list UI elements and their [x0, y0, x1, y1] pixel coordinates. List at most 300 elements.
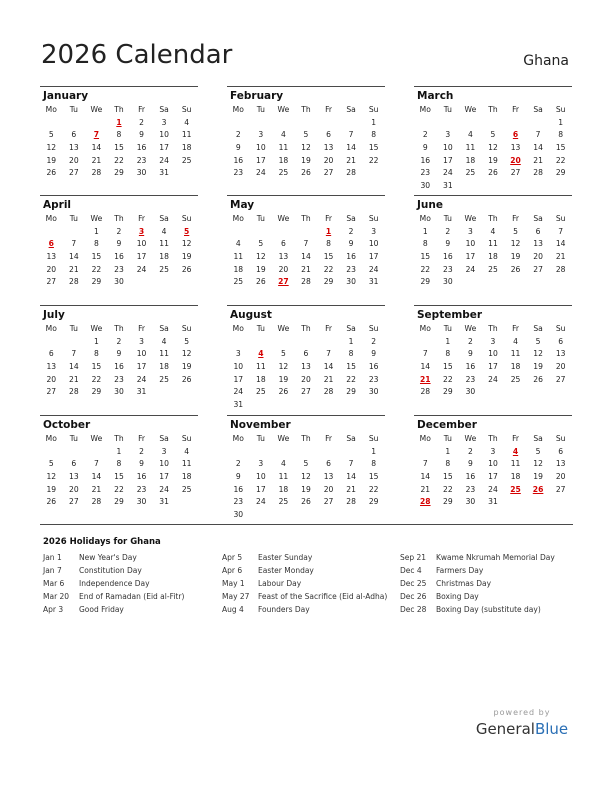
day-cell: 14 [533, 143, 543, 153]
weekday-header: Sa [533, 105, 543, 114]
day-cell: 22 [443, 374, 453, 384]
day-cell: 8 [93, 349, 99, 359]
day-cell: 11 [181, 130, 192, 140]
day-cell: 24 [256, 497, 266, 507]
weekday-header: Th [301, 434, 311, 443]
day-cell: 5 [48, 459, 54, 469]
weekday-header: Tu [69, 105, 78, 114]
day-cell: 3 [467, 226, 473, 236]
day-cell: 15 [555, 143, 566, 153]
day-cell: 12 [256, 252, 266, 262]
day-cell: 20 [69, 484, 79, 494]
empty-day-cell [295, 226, 318, 239]
day-cell: 24 [233, 387, 244, 397]
holiday-name: Constitution Day [79, 565, 142, 575]
day-cell: 11 [256, 362, 266, 372]
day-cell: 23 [465, 484, 476, 494]
day-cell: 5 [535, 446, 541, 456]
day-cell: 7 [535, 130, 541, 140]
day-cell: 20 [323, 155, 334, 165]
day-cell: 9 [116, 239, 122, 249]
day-cell: 18 [233, 264, 244, 274]
day-cell: 28 [420, 387, 431, 397]
empty-day-cell [85, 446, 108, 459]
weekday-header: Fr [138, 324, 145, 333]
holiday-date: Dec 28 [400, 604, 427, 614]
day-cell: 19 [46, 484, 57, 494]
day-cell: 23 [346, 264, 356, 274]
day-cell: 5 [513, 226, 518, 236]
weekday-header: We [277, 105, 290, 114]
day-cell: 8 [116, 459, 122, 469]
day-cell: 29 [443, 497, 453, 507]
month-december [414, 415, 572, 509]
weekday-header: Su [555, 105, 566, 114]
day-cell: 22 [114, 155, 124, 165]
day-cell: 20 [46, 374, 57, 384]
day-cell: 25 [256, 387, 266, 397]
day-cell: 17 [256, 155, 266, 165]
footer-brand [474, 707, 570, 739]
weekday-header: Fr [512, 434, 519, 443]
day-cell: 17 [465, 252, 476, 262]
day-cell: 16 [368, 362, 379, 372]
day-cell: 28 [69, 387, 79, 397]
weekday-header: Mo [232, 214, 244, 223]
day-cell: 1 [93, 336, 99, 346]
empty-day-cell [63, 117, 86, 130]
day-cell: 11 [159, 349, 169, 359]
empty-day-cell [272, 336, 295, 349]
weekday-header: Mo [45, 324, 57, 333]
weekday-header: Fr [138, 214, 145, 223]
day-cell: 2 [116, 226, 122, 236]
day-cell: 5 [303, 130, 309, 140]
weekday-header: Sa [346, 434, 356, 443]
day-cell: 19 [533, 362, 543, 372]
weekday-header: Tu [69, 214, 78, 223]
day-cell: 16 [346, 252, 356, 262]
day-cell: 11 [233, 252, 244, 262]
day-cell: 3 [235, 349, 241, 359]
holiday-row [400, 565, 555, 578]
weekday-header: Tu [256, 214, 265, 223]
weekday-header: Fr [138, 105, 145, 114]
day-cell: 12 [488, 143, 498, 153]
holiday-row [400, 591, 555, 604]
day-cell: 22 [368, 484, 379, 494]
holiday-day-cell: 7 [93, 130, 100, 140]
day-cell: 29 [443, 387, 453, 397]
day-cell: 7 [348, 459, 354, 469]
month-name: May [230, 199, 255, 211]
day-cell: 11 [488, 239, 498, 249]
month-august [227, 305, 385, 412]
day-cell: 21 [301, 264, 311, 274]
day-cell: 1 [445, 446, 451, 456]
weekday-header: Tu [69, 434, 78, 443]
day-cell: 28 [346, 168, 356, 178]
day-cell: 24 [136, 264, 147, 274]
day-cell: 24 [488, 374, 498, 384]
holiday-row [222, 552, 387, 565]
day-cell: 19 [46, 155, 57, 165]
day-cell: 24 [488, 484, 498, 494]
day-cell: 8 [445, 349, 451, 359]
day-cell: 10 [159, 459, 169, 469]
weekday-header: Fr [325, 434, 332, 443]
month-name: December [417, 419, 477, 431]
day-cell: 26 [256, 277, 266, 287]
day-cell: 28 [533, 168, 543, 178]
month-name: March [417, 90, 454, 102]
day-cell: 19 [533, 472, 543, 482]
empty-day-cell [250, 336, 273, 349]
day-cell: 18 [465, 155, 476, 165]
day-cell: 29 [91, 277, 102, 287]
weekday-header: We [277, 324, 290, 333]
day-cell: 26 [533, 374, 543, 384]
day-cell: 6 [280, 239, 286, 249]
day-cell: 21 [91, 484, 102, 494]
day-cell: 22 [91, 374, 102, 384]
weekday-header: Su [555, 214, 566, 223]
day-cell: 14 [91, 143, 102, 153]
weekday-header: We [464, 214, 477, 223]
day-cell: 7 [93, 459, 99, 469]
weekday-header: Fr [512, 324, 519, 333]
weekday-header: Th [301, 214, 311, 223]
day-cell: 1 [371, 117, 377, 127]
day-cell: 26 [181, 264, 192, 274]
day-cell: 14 [346, 143, 356, 153]
day-cell: 6 [71, 130, 77, 140]
holiday-name: Labour Day [258, 578, 302, 588]
day-cell: 26 [181, 374, 192, 384]
day-cell: 17 [488, 362, 498, 372]
day-cell: 21 [69, 374, 79, 384]
day-cell: 10 [136, 239, 147, 249]
day-cell: 23 [465, 374, 476, 384]
day-cell: 22 [555, 155, 566, 165]
holiday-day-cell: 20 [510, 155, 521, 165]
day-cell: 3 [258, 459, 264, 469]
day-cell: 8 [116, 130, 122, 140]
day-cell: 7 [326, 349, 331, 359]
weekday-header: Sa [159, 214, 169, 223]
day-cell: 10 [136, 349, 147, 359]
weekday-header: We [90, 214, 103, 223]
day-cell: 22 [91, 264, 102, 274]
month-june [414, 195, 572, 289]
month-days-grid [414, 323, 572, 399]
holidays-column [43, 552, 184, 616]
day-cell: 31 [443, 181, 453, 191]
day-cell: 17 [488, 472, 498, 482]
month-november [227, 415, 385, 522]
day-cell: 28 [323, 387, 334, 397]
day-cell: 13 [510, 143, 521, 153]
holiday-name: New Year's Day [79, 553, 137, 562]
holiday-day-cell: 3 [138, 226, 145, 236]
day-cell: 18 [256, 374, 266, 384]
day-cell: 15 [368, 472, 379, 482]
holiday-row [222, 604, 387, 617]
month-name: February [230, 90, 284, 102]
day-cell: 18 [159, 362, 169, 372]
holiday-day-cell: 6 [48, 239, 54, 249]
weekday-header: Tu [69, 324, 78, 333]
day-cell: 24 [159, 484, 169, 494]
month-days-grid [414, 433, 572, 509]
weekday-header: Th [114, 324, 124, 333]
day-cell: 21 [555, 252, 566, 262]
day-cell: 25 [181, 155, 192, 165]
day-cell: 21 [323, 374, 334, 384]
day-cell: 16 [233, 484, 244, 494]
day-cell: 27 [301, 387, 311, 397]
month-days-grid [227, 323, 385, 412]
month-may [227, 195, 385, 289]
day-cell: 8 [348, 349, 354, 359]
day-cell: 15 [420, 252, 431, 262]
month-name: January [43, 90, 89, 102]
day-cell: 11 [278, 143, 289, 153]
day-cell: 14 [69, 252, 79, 262]
day-cell: 9 [235, 472, 241, 482]
empty-day-cell [482, 117, 505, 130]
day-cell: 30 [443, 277, 453, 287]
holiday-name: Good Friday [79, 604, 124, 614]
day-cell: 1 [93, 226, 99, 236]
holiday-row [222, 565, 387, 578]
day-cell: 3 [258, 130, 264, 140]
empty-day-cell [317, 336, 340, 349]
month-october [40, 415, 198, 509]
weekday-header: Su [368, 434, 379, 443]
weekday-header: We [464, 434, 477, 443]
day-cell: 3 [161, 446, 167, 456]
day-cell: 12 [533, 349, 543, 359]
month-name: April [43, 199, 72, 211]
holiday-row [400, 578, 555, 591]
weekday-header: Mo [45, 434, 57, 443]
day-cell: 21 [69, 264, 79, 274]
day-cell: 27 [69, 497, 79, 507]
day-cell: 3 [490, 336, 496, 346]
day-cell: 24 [136, 374, 147, 384]
day-cell: 20 [301, 374, 311, 384]
weekday-header: Mo [232, 105, 244, 114]
country-label: Ghana [523, 53, 569, 69]
day-cell: 11 [278, 472, 289, 482]
day-cell: 10 [256, 143, 266, 153]
day-cell: 23 [114, 374, 124, 384]
day-cell: 3 [445, 130, 451, 140]
holiday-name: Christmas Day [436, 578, 492, 588]
day-cell: 12 [301, 472, 311, 482]
empty-day-cell [227, 117, 250, 130]
weekday-header: Th [488, 105, 498, 114]
holiday-day-cell: 5 [184, 226, 190, 236]
day-cell: 18 [510, 362, 521, 372]
weekday-header: Su [181, 434, 192, 443]
day-cell: 2 [467, 336, 473, 346]
weekday-header: Tu [443, 214, 452, 223]
weekday-header: Sa [346, 105, 356, 114]
day-cell: 4 [280, 459, 286, 469]
empty-day-cell [227, 336, 250, 349]
day-cell: 23 [233, 497, 244, 507]
month-days-grid [227, 213, 385, 289]
day-cell: 5 [184, 336, 190, 346]
weekday-header: Su [368, 324, 379, 333]
day-cell: 17 [159, 143, 169, 153]
day-cell: 16 [136, 143, 147, 153]
empty-day-cell [40, 446, 63, 459]
day-cell: 2 [371, 336, 377, 346]
month-days-grid [40, 433, 198, 509]
day-cell: 26 [510, 264, 521, 274]
holiday-name: Independence Day [79, 578, 150, 588]
day-cell: 15 [443, 362, 453, 372]
day-cell: 10 [368, 239, 379, 249]
day-cell: 13 [46, 252, 57, 262]
day-cell: 12 [181, 349, 192, 359]
empty-day-cell [272, 226, 295, 239]
day-cell: 11 [510, 349, 521, 359]
day-cell: 22 [368, 155, 379, 165]
day-cell: 28 [91, 168, 102, 178]
day-cell: 7 [303, 239, 309, 249]
day-cell: 6 [326, 459, 331, 469]
day-cell: 15 [346, 362, 356, 372]
day-cell: 16 [465, 362, 476, 372]
weekday-header: Mo [419, 324, 431, 333]
holiday-date: Apr 3 [43, 604, 64, 614]
day-cell: 17 [233, 374, 244, 384]
month-name: June [417, 199, 443, 211]
empty-day-cell [272, 446, 295, 459]
holiday-date: May 1 [222, 578, 245, 588]
day-cell: 29 [323, 277, 334, 287]
holiday-date: Apr 5 [222, 553, 243, 562]
day-cell: 16 [114, 362, 124, 372]
holiday-name: Kwame Nkrumah Memorial Day [436, 553, 555, 562]
weekday-header: Mo [419, 105, 431, 114]
day-cell: 31 [368, 277, 379, 287]
day-cell: 31 [488, 497, 498, 507]
day-cell: 30 [136, 497, 147, 507]
month-days-grid [40, 213, 198, 289]
day-cell: 13 [69, 143, 79, 153]
day-cell: 3 [371, 226, 377, 236]
empty-day-cell [250, 226, 273, 239]
brand-general: General [475, 720, 535, 738]
day-cell: 10 [233, 362, 244, 372]
day-cell: 5 [258, 239, 264, 249]
day-cell: 27 [555, 374, 566, 384]
day-cell: 15 [91, 252, 102, 262]
day-cell: 29 [555, 168, 566, 178]
day-cell: 9 [235, 143, 241, 153]
day-cell: 20 [323, 484, 334, 494]
day-cell: 31 [233, 400, 244, 410]
month-july [40, 305, 198, 399]
day-cell: 26 [46, 168, 57, 178]
day-cell: 9 [422, 143, 428, 153]
day-cell: 13 [278, 252, 289, 262]
day-cell: 22 [443, 484, 453, 494]
weekday-header: Sa [346, 324, 356, 333]
weekday-header: Sa [346, 214, 356, 223]
day-cell: 27 [555, 484, 566, 494]
weekday-header: We [90, 434, 103, 443]
day-cell: 21 [346, 155, 356, 165]
holiday-row [43, 552, 184, 565]
day-cell: 1 [422, 226, 428, 236]
day-cell: 15 [114, 472, 124, 482]
day-cell: 27 [323, 497, 334, 507]
holiday-row [43, 591, 184, 604]
day-cell: 7 [348, 130, 354, 140]
holiday-name: Farmers Day [436, 565, 484, 575]
day-cell: 14 [91, 472, 102, 482]
day-cell: 18 [278, 155, 289, 165]
day-cell: 24 [465, 264, 476, 274]
day-cell: 30 [465, 387, 476, 397]
day-cell: 28 [555, 264, 566, 274]
holiday-day-cell: 26 [532, 484, 544, 494]
weekday-header: Su [555, 434, 566, 443]
empty-day-cell [295, 446, 318, 459]
empty-day-cell [295, 117, 318, 130]
day-cell: 30 [465, 497, 476, 507]
weekday-header: Sa [533, 434, 543, 443]
empty-day-cell [40, 226, 63, 239]
day-cell: 22 [346, 374, 356, 384]
day-cell: 27 [510, 168, 521, 178]
day-cell: 22 [323, 264, 334, 274]
day-cell: 17 [136, 252, 147, 262]
day-cell: 18 [181, 143, 192, 153]
day-cell: 20 [555, 362, 566, 372]
day-cell: 9 [445, 239, 451, 249]
day-cell: 26 [301, 168, 311, 178]
day-cell: 19 [278, 374, 289, 384]
day-cell: 28 [91, 497, 102, 507]
day-cell: 1 [371, 446, 377, 456]
day-cell: 15 [323, 252, 334, 262]
month-name: August [230, 309, 272, 321]
day-cell: 23 [368, 374, 379, 384]
day-cell: 4 [161, 336, 167, 346]
holiday-name: Boxing Day (substitute day) [436, 604, 541, 614]
day-cell: 8 [422, 239, 428, 249]
holiday-date: Apr 6 [222, 565, 243, 575]
day-cell: 18 [510, 472, 521, 482]
month-march [414, 86, 572, 193]
day-cell: 29 [420, 277, 431, 287]
day-cell: 15 [114, 143, 124, 153]
day-cell: 9 [116, 349, 122, 359]
day-cell: 18 [159, 252, 169, 262]
day-cell: 1 [348, 336, 354, 346]
day-cell: 7 [71, 349, 77, 359]
day-cell: 24 [159, 155, 169, 165]
day-cell: 29 [91, 387, 102, 397]
empty-day-cell [63, 226, 86, 239]
